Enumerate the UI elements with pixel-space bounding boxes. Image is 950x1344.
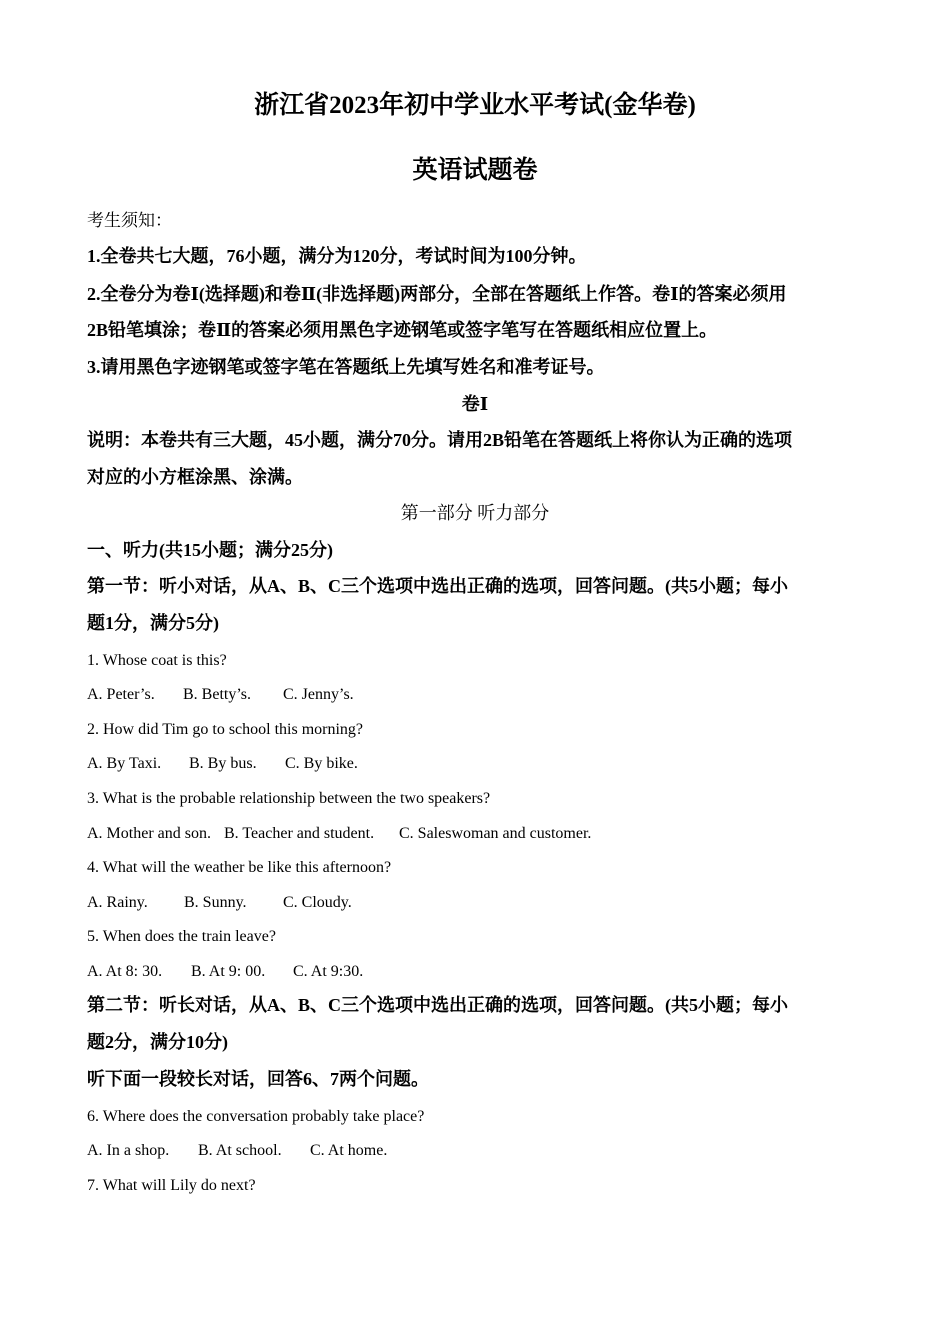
option-c: C. At home. xyxy=(310,1142,388,1159)
question-1-options xyxy=(87,684,354,706)
option-a: A. Rainy. xyxy=(87,894,148,911)
question-7: 7. What will Lily do next? xyxy=(87,1177,256,1194)
option-b: B. At school. xyxy=(198,1142,282,1159)
option-c: C. Cloudy. xyxy=(283,894,352,911)
section-2-intro: 听下面一段较长对话，回答6、7两个问题。 xyxy=(87,1069,429,1089)
listening-section-title: 一、听力(共15小题；满分25分) xyxy=(87,540,333,560)
question-6-options xyxy=(87,1140,387,1162)
question-5: 5. When does the train leave? xyxy=(87,928,276,945)
question-1: 1. Whose coat is this? xyxy=(87,652,227,669)
question-2-options xyxy=(87,753,358,775)
notice-item-2-line-2: 2B铅笔填涂；卷Ⅱ的答案必须用黑色字迹钢笔或签字笔写在答题纸相应位置上。 xyxy=(87,320,718,340)
question-5-options xyxy=(87,961,363,983)
option-c: C. Jenny’s. xyxy=(283,686,354,703)
notice-item-3: 3.请用黑色字迹钢笔或签字笔在答题纸上先填写姓名和准考证号。 xyxy=(87,357,605,377)
question-3: 3. What is the probable relationship between the two speakers? xyxy=(87,790,491,807)
section-1-instruction-line-1: 第一节：听小对话，从A、B、C三个选项中选出正确的选项，回答问题。(共5小题；每小 xyxy=(87,576,788,596)
notice-heading: 考生须知： xyxy=(87,211,172,230)
option-a: A. In a shop. xyxy=(87,1142,170,1159)
option-a: A. Peter’s. xyxy=(87,686,155,703)
option-a: A. At 8: 30. xyxy=(87,963,163,980)
option-a: A. Mother and son. xyxy=(87,825,211,842)
option-c: C. By bike. xyxy=(285,755,358,772)
volume-1-desc-line-2: 对应的小方框涂黑、涂满。 xyxy=(87,467,303,487)
option-b: B. Sunny. xyxy=(184,894,247,911)
question-3-options xyxy=(87,823,591,845)
option-b: B. By bus. xyxy=(189,755,257,772)
option-b: B. Betty’s. xyxy=(183,686,252,703)
volume-1-desc-line-1: 说明：本卷共有三大题，45小题，满分70分。请用2B铅笔在答题纸上将你认为正确的选项 xyxy=(87,430,793,450)
notice-item-1: 1.全卷共七大题，76小题，满分为120分，考试时间为100分钟。 xyxy=(87,246,587,266)
question-4-options xyxy=(87,892,352,914)
question-4: 4. What will the weather be like this afternoon? xyxy=(87,859,392,876)
question-2: 2. How did Tim go to school this morning? xyxy=(87,721,364,738)
option-b: B. At 9: 00. xyxy=(191,963,266,980)
option-c: C. Saleswoman and customer. xyxy=(399,825,592,842)
notice-item-2-line-1: 2.全卷分为卷Ⅰ(选择题)和卷Ⅱ(非选择题)两部分，全部在答题纸上作答。卷Ⅰ的答案必须用 xyxy=(87,284,787,304)
section-2-instruction-line-2: 题2分，满分10分) xyxy=(87,1032,228,1052)
exam-subtitle: 英语试题卷 xyxy=(412,157,538,184)
exam-title: 浙江省2023年初中学业水平考试(金华卷) xyxy=(254,92,696,119)
option-c: C. At 9:30. xyxy=(293,963,364,980)
question-6: 6. Where does the conversation probably take place? xyxy=(87,1108,425,1125)
part-1-title: 第一部分 听力部分 xyxy=(400,503,550,523)
option-a: A. By Taxi. xyxy=(87,755,162,772)
section-1-instruction-line-2: 题1分，满分5分) xyxy=(87,613,219,633)
section-2-instruction-line-1: 第二节：听长对话，从A、B、C三个选项中选出正确的选项，回答问题。(共5小题；每小 xyxy=(87,995,788,1015)
volume-1-title: 卷Ⅰ xyxy=(461,394,489,414)
option-b: B. Teacher and student. xyxy=(224,825,375,842)
